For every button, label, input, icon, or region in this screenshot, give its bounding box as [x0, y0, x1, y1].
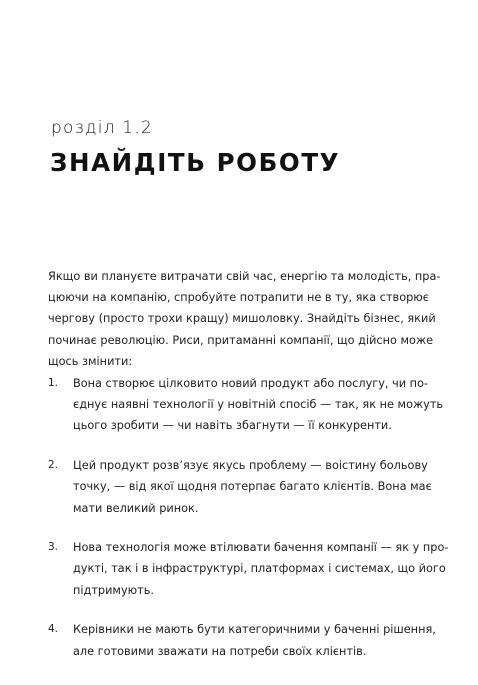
- traits-list: [48, 373, 449, 680]
- intro-line: починає революцію. Риси, притаманні компанії, що дійсно може: [48, 333, 434, 347]
- list-number: 1.: [48, 377, 59, 389]
- list-line: точку, — від якої щодня потерпає багато клієнтів. Вона має: [73, 480, 432, 494]
- chapter-title: ЗНАЙДІТЬ РОБОТУ: [50, 148, 341, 177]
- list-line: підтримують.: [73, 583, 154, 597]
- list-line: Цей продукт розв’язує якусь проблему — воістину больову: [73, 459, 428, 473]
- list-line: цього зробити — чи навіть збагнути — її конкуренти.: [73, 419, 392, 433]
- intro-line: щось змінити:: [48, 354, 133, 368]
- list-number: 2.: [48, 459, 59, 472]
- list-line: Нова технологія може втілювати бачення компанії — як у про-: [73, 541, 449, 555]
- list-line: Керівники не мають бути категоричними у баченні рішення,: [73, 623, 436, 637]
- intro-line: Якщо ви плануєте витрачати свій час, енергію та молодість, пра-: [48, 270, 441, 283]
- intro-paragraph: [48, 266, 441, 372]
- list-item: [48, 619, 436, 661]
- list-number: 4.: [48, 623, 59, 636]
- list-item: [48, 455, 432, 519]
- section-label: розділ 1.2: [51, 118, 153, 138]
- list-line: мати великий ринок.: [73, 501, 199, 515]
- intro-line: чергову (просто трохи кращу) мишоловку. Знайдіть бізнес, який: [48, 312, 436, 326]
- list-number: 3.: [48, 541, 59, 554]
- list-line: єднує наявні технології у новітній спосіб — так, як не можуть: [73, 398, 444, 412]
- list-line: Вона створює цілковито новий продукт або послугу, чи по-: [73, 377, 429, 390]
- list-item: [48, 373, 444, 437]
- list-line: але готовими зважати на потреби своїх клієнтів.: [73, 644, 367, 658]
- list-item: [48, 537, 449, 601]
- intro-line: цюючи на компанію, спробуйте потрапити не в ту, яка створює: [48, 291, 430, 305]
- list-line: дукті, так і в інфраструктурі, платформах і системах, що його: [73, 562, 446, 576]
